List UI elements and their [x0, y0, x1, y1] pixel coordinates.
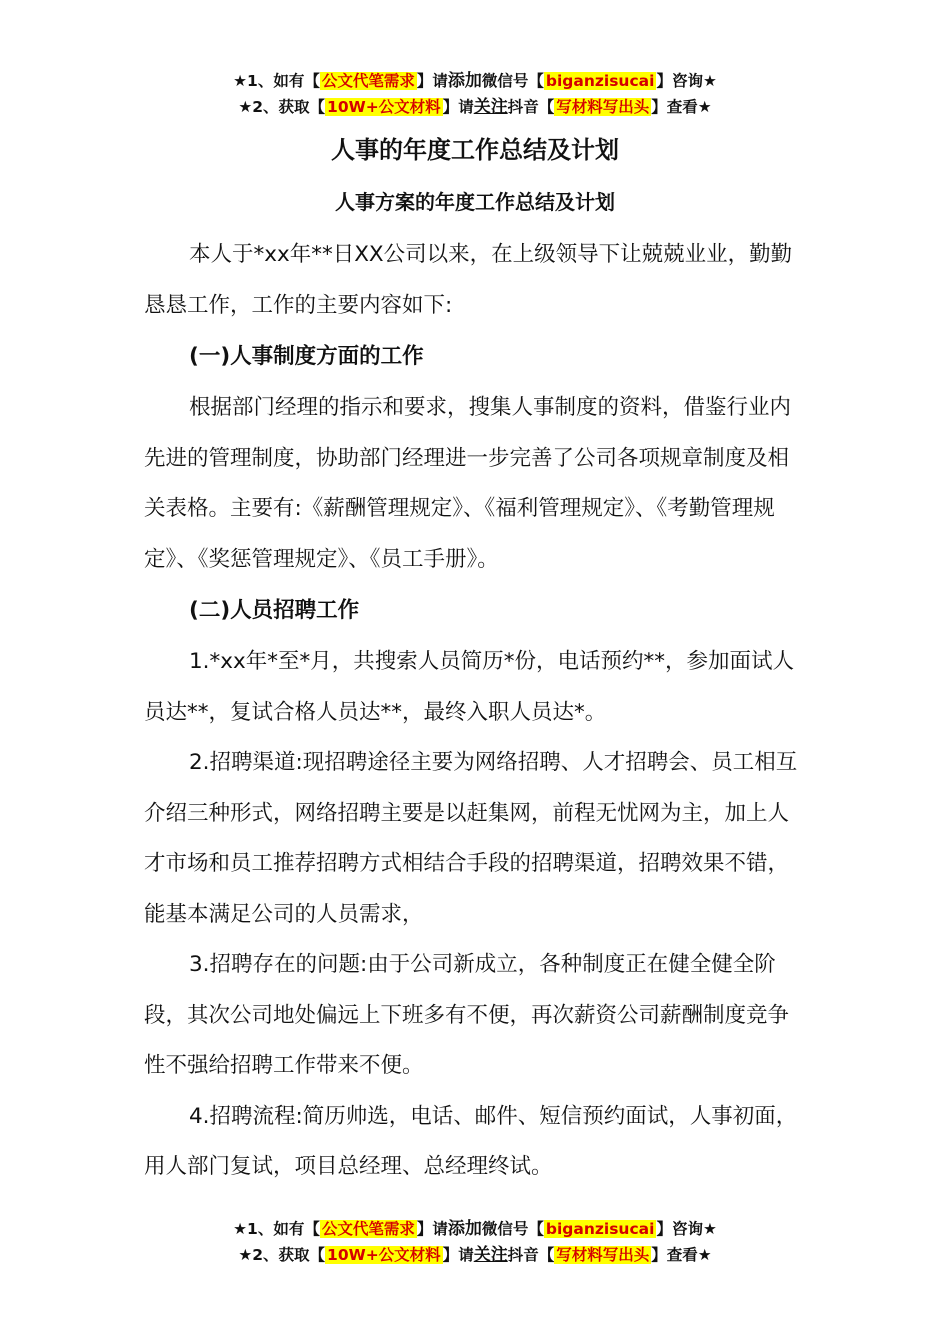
promo-text: 】查看★: [651, 98, 712, 116]
promo-text: 】请: [416, 72, 448, 90]
promo-banner-bottom: [0, 1216, 950, 1268]
promo-text: 】请: [442, 98, 474, 116]
promo-line-1: [0, 1216, 950, 1242]
promo-text: 】咨询★: [656, 1220, 717, 1238]
recruit-item-2: 2.招聘渠道:现招聘途径主要为网络招聘、人才招聘会、员工相互介绍三种形式，网络招聘主要是以赶集网，前程无忧网为主，加上人才市场和员工推荐招聘方式相结合手段的招聘渠道，招聘效果不错，能基本满足公司的人员需求，: [144, 750, 798, 927]
promo-text: 】请: [416, 1220, 448, 1238]
promo-text: 】查看★: [651, 1246, 712, 1264]
document-body: [144, 230, 809, 1193]
promo-text: 】咨询★: [656, 72, 717, 90]
promo-emphasis: 关注: [473, 97, 508, 117]
promo-text: 微信号【: [481, 72, 544, 90]
section-heading-1: (一)人事制度方面的工作: [189, 344, 424, 369]
promo-text: 微信号【: [481, 1220, 544, 1238]
promo-text: ★2、获取【: [238, 98, 326, 116]
promo-text: 抖音【: [507, 98, 555, 116]
promo-highlight: 公文代笔需求: [321, 1220, 415, 1238]
promo-highlight: 公文代笔需求: [321, 72, 415, 90]
recruit-item-1: 1.*xx年*至*月，共搜索人员简历*份，电话预约**，参加面试人员达**，复试合格人员达**，最终入职人员达*。: [144, 649, 794, 725]
promo-line-2: [0, 1242, 950, 1268]
promo-highlight: 10W+公文材料: [327, 98, 441, 116]
promo-text: 抖音【: [507, 1246, 555, 1264]
promo-wechat-id: biganzisucai: [545, 1220, 655, 1238]
promo-emphasis: 添加: [447, 71, 482, 91]
promo-douyin-id: 写材料写出头: [556, 1246, 650, 1264]
intro-paragraph: 本人于*xx年**日XX公司以来，在上级领导下让兢兢业业，勤勤恳恳工作，工作的主要内容如下:: [144, 242, 793, 318]
promo-text: ★2、获取【: [238, 1246, 326, 1264]
promo-line-2: [0, 94, 950, 120]
promo-text: ★1、如有【: [233, 72, 320, 90]
document-subtitle: 人事方案的年度工作总结及计划: [335, 190, 615, 214]
promo-line-1: [0, 68, 950, 94]
promo-emphasis: 关注: [473, 1245, 508, 1265]
section-1-paragraph: 根据部门经理的指示和要求，搜集人事制度的资料，借鉴行业内先进的管理制度，协助部门经理进一步完善了公司各项规章制度及相关表格。主要有:《薪酬管理规定》、《福利管理规定》、《考勤管理规定》、《奖惩管理规定》、《员工手册》。: [144, 395, 792, 572]
promo-text: 】请: [442, 1246, 474, 1264]
section-heading-2: (二)人员招聘工作: [189, 598, 360, 623]
promo-emphasis: 添加: [447, 1219, 482, 1239]
recruit-item-4: 4.招聘流程:简历帅选，电话、邮件、短信预约面试，人事初面，用人部门复试，项目总经理、总经理终试。: [144, 1103, 798, 1179]
promo-wechat-id: biganzisucai: [545, 72, 655, 90]
recruit-item-3: 3.招聘存在的问题:由于公司新成立，各种制度正在健全健全阶段，其次公司地处偏远上下班多有不便，再次薪资公司薪酬制度竞争性不强给招聘工作带来不便。: [144, 952, 790, 1078]
document-title: 人事的年度工作总结及计划: [331, 136, 619, 164]
promo-banner-top: [0, 68, 950, 120]
promo-highlight: 10W+公文材料: [327, 1246, 441, 1264]
promo-text: ★1、如有【: [233, 1220, 320, 1238]
promo-douyin-id: 写材料写出头: [556, 98, 650, 116]
